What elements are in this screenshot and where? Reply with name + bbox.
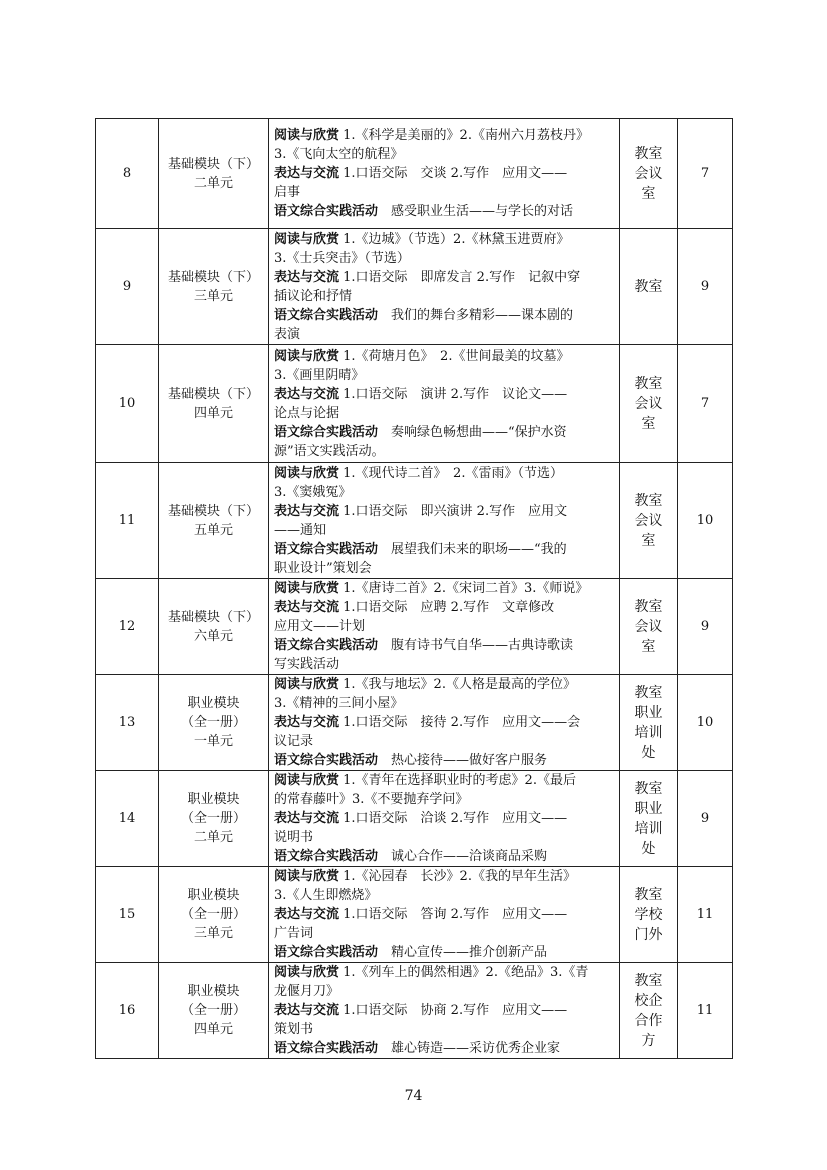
row-number: 15 bbox=[118, 907, 136, 922]
section-heading: 表达与交流 bbox=[274, 1003, 340, 1018]
place-line: 培训 bbox=[634, 820, 663, 837]
content-text: 1.口语交际 交谈 2.写作 应用文—— bbox=[339, 166, 568, 181]
content-text: 广告词 bbox=[274, 926, 314, 941]
row-number-cell bbox=[96, 579, 159, 675]
section-heading: 语文综合实践活动 bbox=[274, 753, 379, 768]
unit-line: 基础模块（下） bbox=[167, 503, 259, 519]
hours-cell bbox=[678, 119, 733, 229]
content-text: 1.《现代诗二首》 2.《雷雨》（节选） bbox=[339, 465, 563, 481]
unit-line: 五单元 bbox=[193, 522, 233, 538]
content-line bbox=[274, 655, 615, 674]
unit-line: 基础模块（下） bbox=[167, 269, 259, 285]
content-line bbox=[274, 268, 615, 287]
hours-cell bbox=[678, 867, 733, 963]
unit-line: （全一册） bbox=[180, 715, 246, 730]
content-text: 1.《我与地坛》2.《人格是最高的学位》 bbox=[339, 677, 576, 692]
content-cell bbox=[269, 963, 620, 1059]
content-text: 精心宣传——推介创新产品 bbox=[378, 945, 548, 960]
row-number-cell bbox=[96, 345, 159, 463]
section-heading: 表达与交流 bbox=[274, 811, 340, 826]
unit-line: 基础模块（下） bbox=[167, 386, 259, 402]
table-row bbox=[96, 119, 733, 229]
place-line: 室 bbox=[641, 532, 656, 549]
content-cell bbox=[269, 771, 620, 867]
unit-cell bbox=[159, 463, 269, 579]
content-line bbox=[274, 347, 615, 366]
content-text: 龙偃月刀》 bbox=[274, 984, 340, 999]
row-number: 12 bbox=[118, 619, 136, 634]
unit-line: 职业模块 bbox=[187, 984, 240, 999]
content-text: 1.口语交际 接待 2.写作 应用文——会 bbox=[339, 715, 581, 730]
row-number-cell bbox=[96, 229, 159, 345]
row-number: 9 bbox=[122, 279, 132, 294]
unit-cell bbox=[159, 119, 269, 229]
place-line: 教室 bbox=[634, 972, 663, 989]
content-text: 表演 bbox=[274, 326, 301, 342]
section-heading: 语文综合实践活动 bbox=[274, 424, 379, 440]
place-line: 方 bbox=[641, 1032, 656, 1049]
content-line bbox=[274, 886, 615, 905]
place-line: 教室 bbox=[634, 492, 663, 509]
content-line bbox=[274, 483, 615, 502]
section-heading: 表达与交流 bbox=[274, 907, 340, 922]
unit-cell bbox=[159, 771, 269, 867]
unit-cell bbox=[159, 867, 269, 963]
unit-cell bbox=[159, 579, 269, 675]
unit-line: 基础模块（下） bbox=[167, 609, 259, 625]
section-heading: 阅读与欣赏 bbox=[274, 773, 340, 788]
unit-line: 三单元 bbox=[193, 926, 233, 941]
content-line bbox=[274, 1001, 615, 1020]
content-line bbox=[274, 905, 615, 924]
content-line bbox=[274, 540, 615, 559]
hours-cell bbox=[678, 345, 733, 463]
section-heading: 语文综合实践活动 bbox=[274, 849, 379, 864]
content-cell bbox=[269, 579, 620, 675]
unit-line: 一单元 bbox=[193, 734, 233, 749]
section-heading: 语文综合实践活动 bbox=[274, 1041, 379, 1056]
content-line bbox=[274, 521, 615, 540]
content-text: ——通知 bbox=[274, 522, 327, 538]
content-cell bbox=[269, 119, 620, 229]
content-cell bbox=[269, 229, 620, 345]
content-text: 1.《边城》（节选）2.《林黛玉进贾府》 bbox=[339, 231, 570, 247]
content-line bbox=[274, 675, 615, 694]
place-line: 室 bbox=[641, 415, 656, 432]
content-cell bbox=[269, 345, 620, 463]
content-line bbox=[274, 732, 615, 751]
place-line: 室 bbox=[641, 638, 656, 655]
content-line bbox=[274, 404, 615, 423]
hours-value: 7 bbox=[700, 166, 710, 181]
content-line bbox=[274, 287, 615, 306]
hours-cell bbox=[678, 463, 733, 579]
row-number-cell bbox=[96, 675, 159, 771]
row-number: 8 bbox=[122, 166, 132, 181]
section-heading: 表达与交流 bbox=[274, 715, 340, 730]
section-heading: 语文综合实践活动 bbox=[274, 307, 379, 323]
unit-line: 职业模块 bbox=[187, 792, 240, 807]
hours-value: 11 bbox=[696, 907, 714, 922]
content-line bbox=[274, 230, 615, 249]
place-line: 会议 bbox=[634, 512, 663, 529]
content-line bbox=[274, 502, 615, 521]
content-text: 1.口语交际 洽谈 2.写作 应用文—— bbox=[339, 811, 568, 826]
content-line bbox=[274, 145, 615, 164]
content-line bbox=[274, 183, 615, 202]
content-text: 1.《沁园春 长沙》2.《我的早年生活》 bbox=[339, 869, 576, 884]
place-line: 门外 bbox=[634, 926, 663, 943]
section-heading: 阅读与欣赏 bbox=[274, 965, 340, 980]
row-number: 10 bbox=[118, 396, 136, 411]
section-heading: 阅读与欣赏 bbox=[274, 677, 340, 692]
content-text: 论点与论据 bbox=[274, 405, 340, 421]
row-number: 16 bbox=[118, 1003, 136, 1018]
content-text: 我们的舞台多精彩——课本剧的 bbox=[378, 307, 574, 323]
table-row bbox=[96, 463, 733, 579]
content-text: 1.口语交际 即席发言 2.写作 记叙中穿 bbox=[339, 269, 581, 285]
content-line bbox=[274, 617, 615, 636]
content-cell bbox=[269, 867, 620, 963]
content-line bbox=[274, 867, 615, 886]
section-heading: 语文综合实践活动 bbox=[274, 204, 379, 219]
content-line bbox=[274, 963, 615, 982]
place-line: 教室 bbox=[634, 780, 663, 797]
content-text: 3.《窦娥冤》 bbox=[274, 484, 352, 500]
place-line: 校企 bbox=[634, 992, 663, 1009]
table-row bbox=[96, 771, 733, 867]
table-row bbox=[96, 963, 733, 1059]
unit-line: 三单元 bbox=[193, 288, 233, 304]
content-line bbox=[274, 464, 615, 483]
hours-value: 9 bbox=[700, 619, 710, 634]
content-text: 1.《列车上的偶然相遇》2.《绝品》3.《青 bbox=[339, 965, 589, 980]
content-text: 的常春藤叶》3.《不要抛弃学问》 bbox=[274, 792, 469, 807]
content-line bbox=[274, 943, 615, 962]
content-text: 感受职业生活——与学长的对话 bbox=[378, 204, 574, 219]
content-text: 1.口语交际 应聘 2.写作 文章修改 bbox=[339, 600, 555, 615]
content-text: 1.《荷塘月色》 2.《世间最美的坟墓》 bbox=[339, 348, 570, 364]
unit-line: 职业模块 bbox=[187, 696, 240, 711]
content-line bbox=[274, 982, 615, 1001]
hours-cell bbox=[678, 675, 733, 771]
row-number-cell bbox=[96, 867, 159, 963]
section-heading: 表达与交流 bbox=[274, 166, 340, 181]
section-heading: 表达与交流 bbox=[274, 503, 340, 519]
place-line: 室 bbox=[641, 185, 656, 202]
content-text: 3.《人生即燃烧》 bbox=[274, 888, 378, 903]
unit-line: 二单元 bbox=[193, 175, 233, 191]
unit-line: 四单元 bbox=[193, 1022, 233, 1037]
place-line: 教室 bbox=[634, 886, 663, 903]
content-line bbox=[274, 202, 615, 221]
content-line bbox=[274, 442, 615, 461]
place-cell bbox=[620, 119, 678, 229]
place-cell bbox=[620, 963, 678, 1059]
schedule-table-body bbox=[96, 119, 733, 1059]
content-text: 1.《青年在选择职业时的考虑》2.《最后 bbox=[339, 773, 576, 788]
content-line bbox=[274, 771, 615, 790]
section-heading: 语文综合实践活动 bbox=[274, 541, 379, 557]
content-text: 1.口语交际 答询 2.写作 应用文—— bbox=[339, 907, 568, 922]
content-text: 3.《精神的三间小屋》 bbox=[274, 696, 404, 711]
place-cell bbox=[620, 345, 678, 463]
place-line: 培训 bbox=[634, 724, 663, 741]
row-number-cell bbox=[96, 463, 159, 579]
content-line bbox=[274, 636, 615, 655]
hours-cell bbox=[678, 229, 733, 345]
row-number-cell bbox=[96, 119, 159, 229]
content-line bbox=[274, 751, 615, 770]
place-line: 会议 bbox=[634, 165, 663, 182]
content-line bbox=[274, 579, 615, 598]
unit-line: 职业模块 bbox=[187, 888, 240, 903]
place-cell bbox=[620, 675, 678, 771]
unit-line: 基础模块（下） bbox=[167, 156, 259, 172]
schedule-table bbox=[95, 118, 733, 1059]
unit-line: 四单元 bbox=[193, 405, 233, 421]
section-heading: 语文综合实践活动 bbox=[274, 945, 379, 960]
content-text: 策划书 bbox=[274, 1022, 314, 1037]
content-text: 插议论和抒情 bbox=[274, 288, 353, 304]
content-line bbox=[274, 694, 615, 713]
content-text: 写实践活动 bbox=[274, 657, 340, 672]
row-number: 11 bbox=[118, 513, 136, 528]
unit-line: 二单元 bbox=[193, 830, 233, 845]
content-text: 热心接待——做好客户服务 bbox=[378, 753, 548, 768]
hours-value: 10 bbox=[696, 715, 714, 730]
section-heading: 阅读与欣赏 bbox=[274, 869, 340, 884]
content-line bbox=[274, 306, 615, 325]
content-text: 奏响绿色畅想曲——“保护水资 bbox=[378, 424, 567, 440]
content-line bbox=[274, 924, 615, 943]
content-text: 1.《唐诗二首》2.《宋词二首》3.《师说》 bbox=[339, 581, 589, 596]
content-line bbox=[274, 325, 615, 344]
unit-line: （全一册） bbox=[180, 907, 246, 922]
hours-value: 7 bbox=[700, 396, 710, 411]
place-line: 教室 bbox=[634, 375, 663, 392]
place-line: 会议 bbox=[634, 395, 663, 412]
content-text: 3.《飞向太空的航程》 bbox=[274, 147, 404, 162]
content-line bbox=[274, 366, 615, 385]
content-text: 1.口语交际 即兴演讲 2.写作 应用文 bbox=[339, 503, 568, 519]
row-number: 14 bbox=[118, 811, 136, 826]
section-heading: 阅读与欣赏 bbox=[274, 348, 340, 364]
content-text: 雄心铸造——采访优秀企业家 bbox=[378, 1041, 561, 1056]
content-cell bbox=[269, 675, 620, 771]
section-heading: 阅读与欣赏 bbox=[274, 465, 340, 481]
content-text: 3.《士兵突击》（节选） bbox=[274, 250, 410, 266]
unit-cell bbox=[159, 345, 269, 463]
section-heading: 阅读与欣赏 bbox=[274, 581, 340, 596]
hours-value: 9 bbox=[700, 279, 710, 294]
content-line bbox=[274, 790, 615, 809]
table-row bbox=[96, 229, 733, 345]
page-number: 74 bbox=[404, 1088, 423, 1104]
content-text: 职业设计”策划会 bbox=[274, 560, 372, 576]
content-line bbox=[274, 249, 615, 268]
unit-line: 六单元 bbox=[193, 628, 233, 644]
content-line bbox=[274, 385, 615, 404]
place-line: 职业 bbox=[634, 704, 663, 721]
content-text: 腹有诗书气自华——古典诗歌读 bbox=[378, 638, 574, 653]
content-cell bbox=[269, 463, 620, 579]
section-heading: 语文综合实践活动 bbox=[274, 638, 379, 653]
hours-value: 11 bbox=[696, 1003, 714, 1018]
place-line: 教室 bbox=[634, 598, 663, 615]
table-row bbox=[96, 579, 733, 675]
unit-cell bbox=[159, 675, 269, 771]
content-text: 说明书 bbox=[274, 830, 314, 845]
unit-cell bbox=[159, 963, 269, 1059]
content-text: 源”语文实践活动。 bbox=[274, 443, 385, 459]
content-text: 议记录 bbox=[274, 734, 314, 749]
content-line bbox=[274, 713, 615, 732]
section-heading: 表达与交流 bbox=[274, 600, 340, 615]
content-text: 1.口语交际 演讲 2.写作 议论文—— bbox=[339, 386, 568, 402]
section-heading: 阅读与欣赏 bbox=[274, 231, 340, 247]
table-row bbox=[96, 345, 733, 463]
content-line bbox=[274, 164, 615, 183]
hours-value: 10 bbox=[696, 513, 714, 528]
content-text: 展望我们未来的职场——“我的 bbox=[378, 541, 567, 557]
hours-cell bbox=[678, 963, 733, 1059]
hours-cell bbox=[678, 771, 733, 867]
content-line bbox=[274, 598, 615, 617]
place-line: 教室 bbox=[634, 278, 663, 295]
content-line bbox=[274, 1039, 615, 1058]
content-line bbox=[274, 559, 615, 578]
content-text: 诚心合作——洽谈商品采购 bbox=[378, 849, 548, 864]
place-cell bbox=[620, 867, 678, 963]
place-cell bbox=[620, 579, 678, 675]
section-heading: 表达与交流 bbox=[274, 386, 340, 402]
content-line bbox=[274, 1020, 615, 1039]
place-line: 教室 bbox=[634, 684, 663, 701]
section-heading: 表达与交流 bbox=[274, 269, 340, 285]
content-line bbox=[274, 828, 615, 847]
row-number-cell bbox=[96, 963, 159, 1059]
place-line: 处 bbox=[641, 840, 656, 857]
place-cell bbox=[620, 463, 678, 579]
content-text: 1.口语交际 协商 2.写作 应用文—— bbox=[339, 1003, 568, 1018]
hours-value: 9 bbox=[700, 811, 710, 826]
place-line: 会议 bbox=[634, 618, 663, 635]
row-number: 13 bbox=[118, 715, 136, 730]
hours-cell bbox=[678, 579, 733, 675]
content-text: 应用文——计划 bbox=[274, 619, 366, 634]
place-line: 合作 bbox=[634, 1012, 663, 1029]
place-cell bbox=[620, 771, 678, 867]
content-line bbox=[274, 423, 615, 442]
content-text: 启事 bbox=[274, 185, 301, 200]
content-line bbox=[274, 126, 615, 145]
place-line: 学校 bbox=[634, 906, 663, 923]
section-heading: 阅读与欣赏 bbox=[274, 128, 340, 143]
place-line: 职业 bbox=[634, 800, 663, 817]
row-number-cell bbox=[96, 771, 159, 867]
table-row bbox=[96, 675, 733, 771]
place-cell bbox=[620, 229, 678, 345]
content-text: 1.《科学是美丽的》2.《南州六月荔枝丹》 bbox=[339, 128, 589, 143]
place-line: 教室 bbox=[634, 145, 663, 162]
content-line bbox=[274, 809, 615, 828]
unit-line: （全一册） bbox=[180, 1003, 246, 1018]
table-row bbox=[96, 867, 733, 963]
content-text: 3.《画里阴晴》 bbox=[274, 367, 365, 383]
unit-cell bbox=[159, 229, 269, 345]
unit-line: （全一册） bbox=[180, 811, 246, 826]
content-line bbox=[274, 847, 615, 866]
place-line: 处 bbox=[641, 744, 656, 761]
